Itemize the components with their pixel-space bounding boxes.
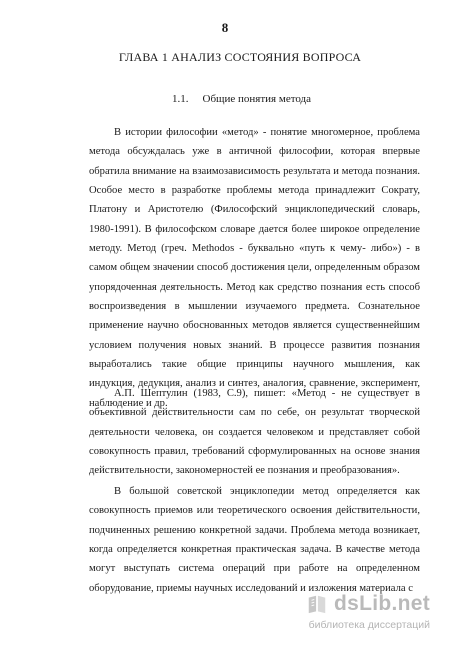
section-number: 1.1. — [172, 93, 189, 105]
watermark — [230, 593, 430, 635]
book-pages-icon — [306, 593, 328, 615]
paragraph-text: В большой советской энциклопедии метод определяется как совокупность приемов или теоретического освоения действительности, подчиненных решению конкретной задачи. Проблема метода возникает, когда определяется конкретная практическая задача. В качестве метода могут выступать система операций при работе на определенном оборудование, приемы научных исследований и изложения материала с — [89, 486, 420, 594]
paragraph-text: А.П. Шептулин (1983, С.9), пишет: «Метод - не существует в объективной действительности сам по себе, он результат творческой деятельности человека, он создается человеком и представляет собой совокупность правил, требований сформулированных на основе знания действительности, закономерностей ее познания и преобразования». — [89, 388, 420, 477]
paragraph-text: В истории философии «метод» - понятие многомерное, проблема метода обсуждалась уже в античной философии, которая впервые обратила внимание на взаимозависимость результата и метода познания. Особое место в разработке проблемы метода принадлежит Сократу, Платону и Аристотелю (Философский энциклопедический словарь, 1980-1991). В философском словаре дается более широкое определение методу. Метод (греч. Methodos - буквально «путь к чему- либо») - в самом общем значении способ достижения цели, определенным образом упорядоченная деятельность. Метод как средство познания есть способ воспроизведения в мышлении изучаемого предмета. Сознательное применение научно обоснованных методов является существеннейшим условием получения новых знаний. В процессе развития познания выработались такие общие принципы научного мышления, как индукция, дедукция, анализ и синтез, аналогия, сравнение, эксперимент, наблюдение и др. — [89, 127, 420, 409]
section-title: Общие понятия метода — [202, 93, 312, 105]
paragraph-history — [89, 123, 420, 413]
watermark-subtitle: библиотека диссертаций — [308, 619, 430, 631]
watermark-logo-text: dsLib.net — [333, 592, 430, 615]
paragraph-encyclopedia — [89, 482, 420, 598]
paragraph-sheptulin-quote — [89, 384, 420, 481]
page-number: 8 — [221, 20, 229, 35]
chapter-title: ГЛАВА 1 АНАЛИЗ СОСТОЯНИЯ ВОПРОСА — [118, 50, 362, 64]
section-heading — [172, 93, 311, 105]
watermark-logo — [306, 593, 430, 615]
